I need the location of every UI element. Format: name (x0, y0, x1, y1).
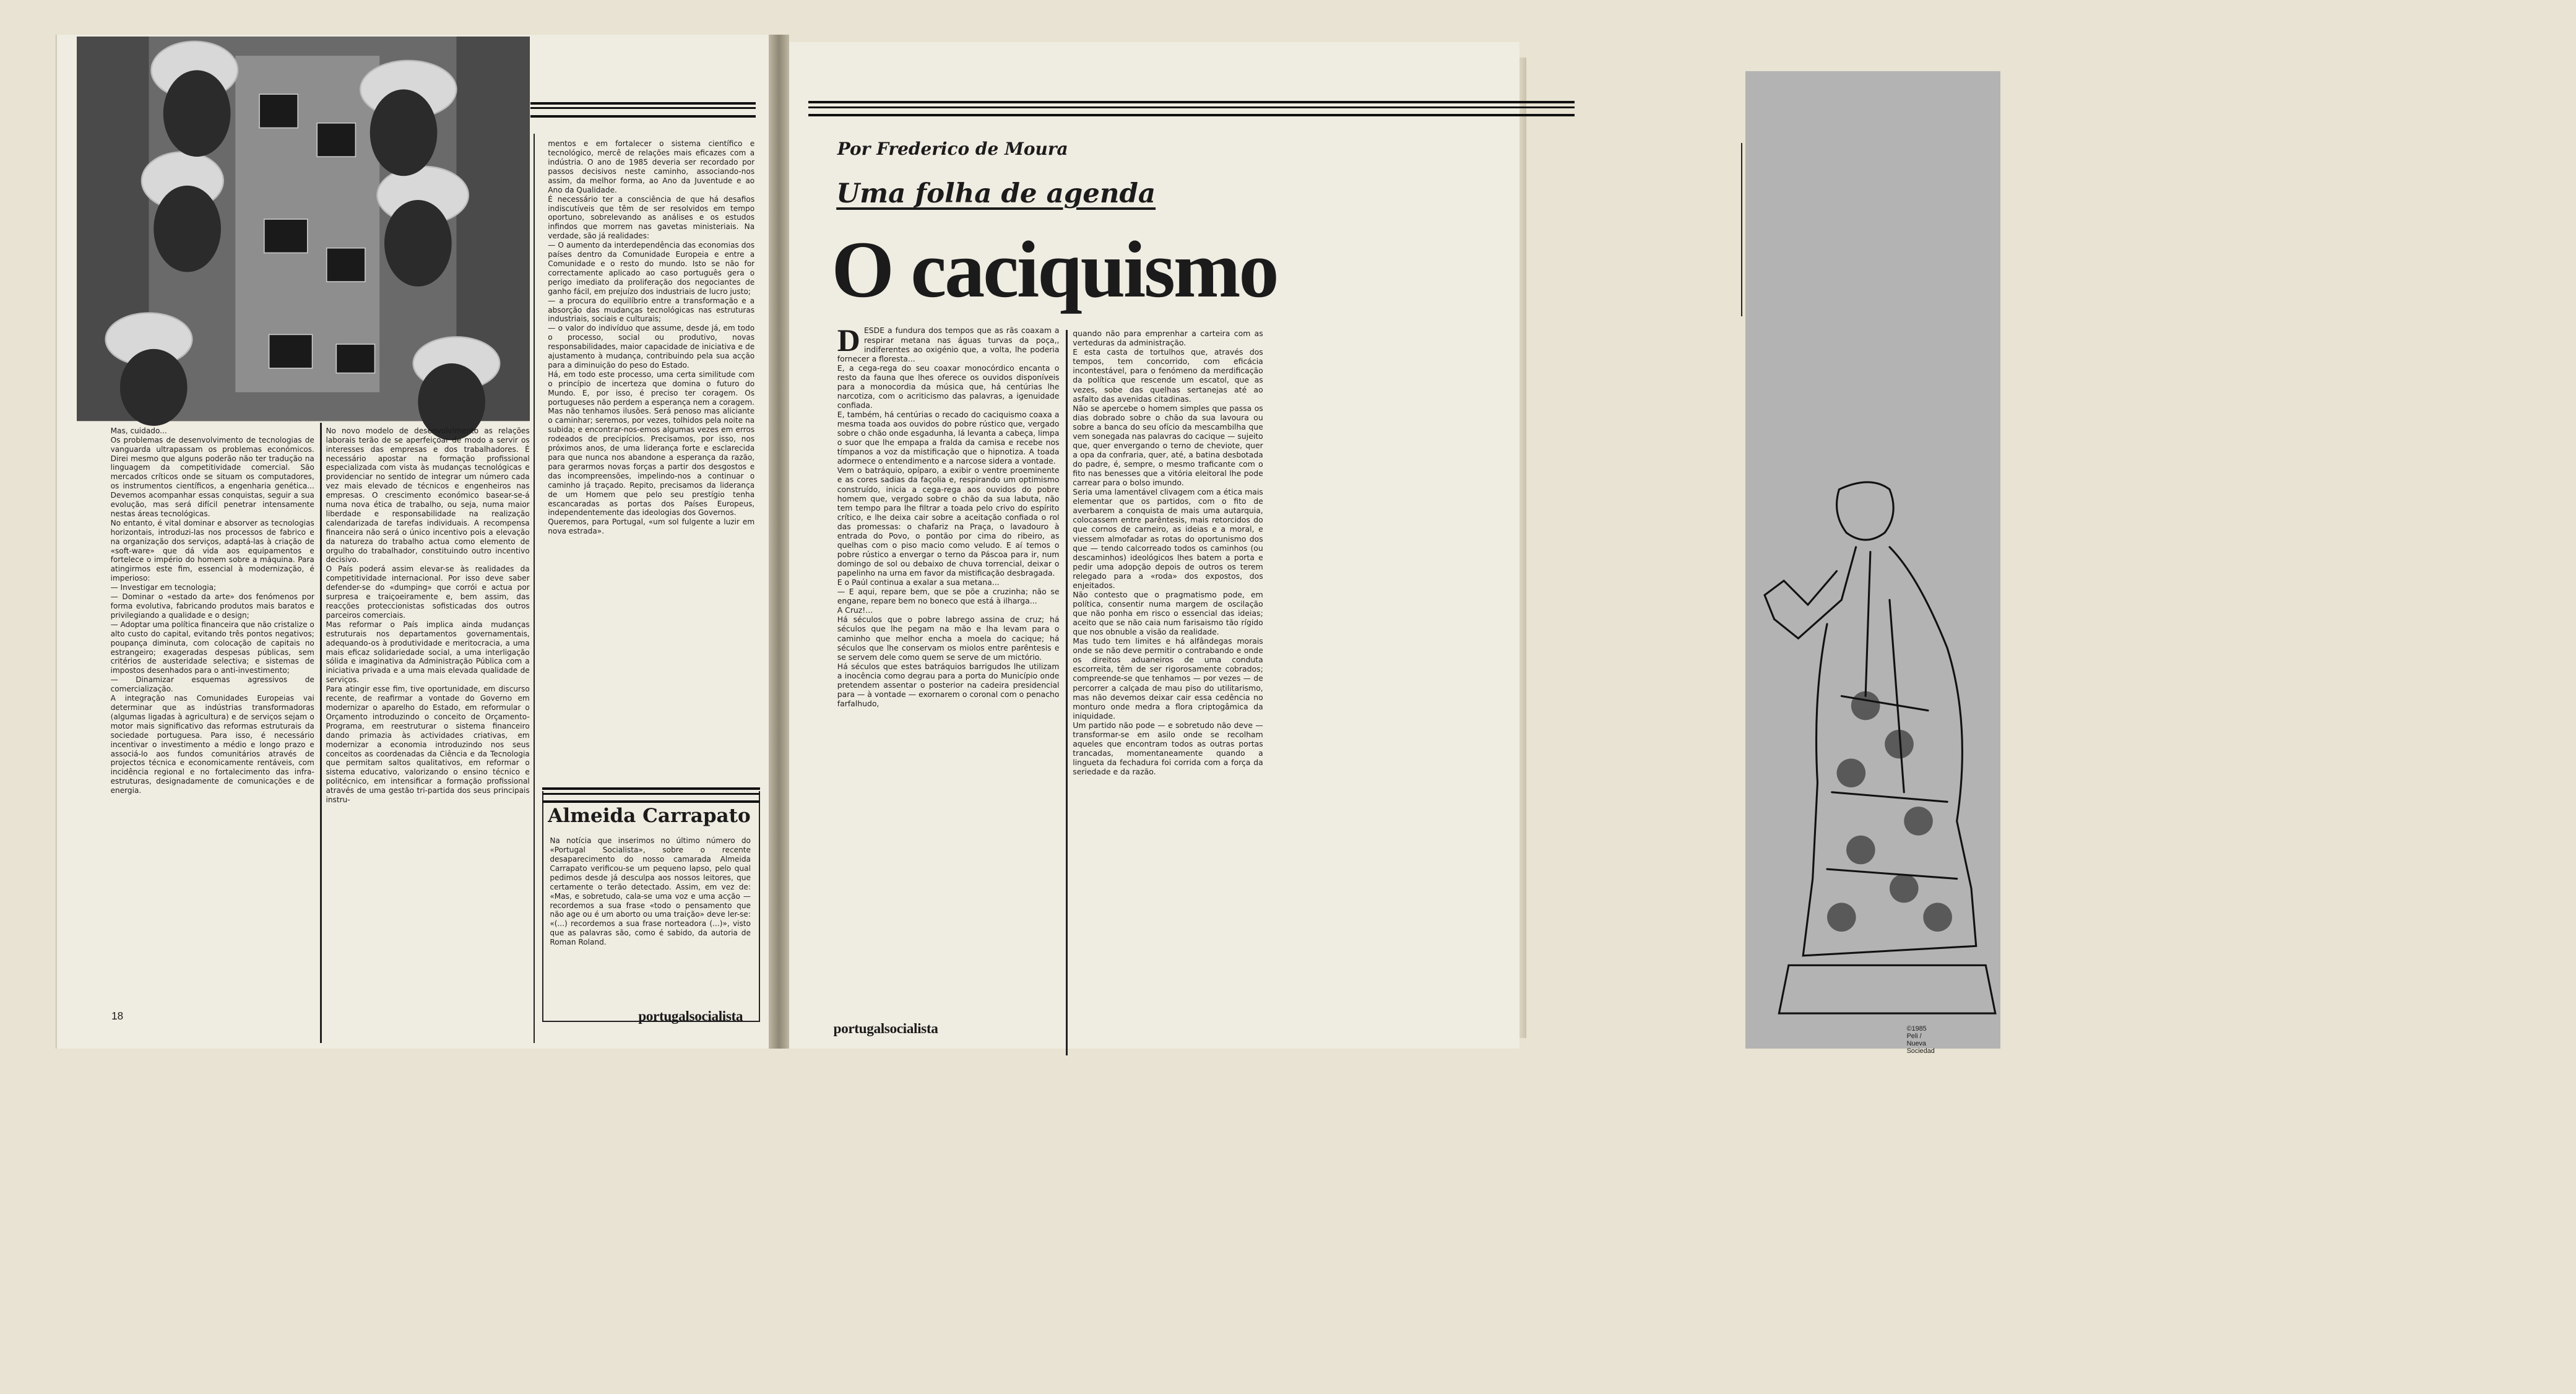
top-rule (530, 102, 756, 118)
column-2-text: No novo modelo de desenvolvimento as relações laborais terão de se aperfeiçoar de modo a servir os interesses das empresas e dos trabalhadores. É necessário apostar na formação profissional especializada com vista às mudanças tecnológicas e providenciar no sentido de integrar um número cada vez mais elevado de técnicos e engenheiros nas empresas. O crescimento económico basear-se-á numa nova ética de trabalho, ou seja, numa maior liberdade e responsabilidade na realização calendarizada de tarefas individuais. A recompensa financeira não será o único incentivo pois a elevação da natureza do trabalho actua como elemento de orgulho do trabalhador, constituindo outro incentivo decisivo. O País poderá assim elevar-se às realidades da competitividade internacional. Por isso deve saber defender-se do «dumping» que corrói e actua por surpresa e traiçoeiramente e, bem assim, das reacções proteccionistas sofisticadas dos outros parceiros comerciais. Mas reformar o País implica ainda mudanças estruturais nos departamentos governamentais, adequando-os à produtividade e meritocracia, a uma mais eficaz solidariedade social, a uma interligação sólida e imaginativa da Administração Pública com a iniciativa privada e a uma mais elevada qualidade de serviços. Para atingir esse fim, tive oportunidade, em discurso recente, de reafirmar a vontade do Governo em modernizar o aparelho do Estado, em reformular o Orçamento introduzindo o conceito de Orçamento-Programa, em reestruturar o sistema financeiro dando primazia às actividades criativas, em modernizar a economia introduzindo nos seus conceitos as coordenadas da Ciência e da Tecnologia que permitam saltos qualitativos, em reformar o sistema educativo, valorizando o ensino técnico e politécnico, em intensificar a formação profissional através de uma gestão tri-partida dos seus principais instru- (326, 426, 530, 805)
article-title: O caciquismo (831, 225, 1277, 315)
title-rule (1741, 143, 1742, 316)
article-column-1-text: ESDE a fundura dos tempos que as rãs coaxam a respirar metana nas águas turvas da poça,, indiferentes ao oxigénio que, a volta, lhe poderia fornecer a floresta... E, a cega-rega do seu coaxar monocórdico encanta o resto da fauna que lhes oferece os ouvidos disponíveis para a monocordia da música que, há centúrias lhe narcotiza, com o acriticismo das palavras, a igenuidade confiada. E, também, há centúrias o recado do caciquismo coaxa a mesma toada aos ouvidos do pobre rústico que, vergado sobre o chão onde esgadunha, lá levanta a cabeça, limpa o suor que lhe empapa a fralda da camisa e recebe nos tímpanos a voz da mistificação que o hipnotiza. A toada adormece o entendimento e a narcose sidera a vontade. Vem o batráquio, opíparo, a exibir o ventre proeminente e as cores sadias da façolia e, respirando um optimismo construído, inicia a cega-rega aos ouvidos do pobre homem que, vergado sobre o chão da sua labuta, não tem tempo para lhe filtrar a toada pelo crivo do espírito crítico, e lhe deixa cair sobre a aceitação confiada o rol das promessas: o chafariz na Praça, o lavadouro à entrada do Povo, o pontão por cima do ribeiro, as quelhas com o piso macio como veludo. E aí temos o pobre rústico a envergar o terno da Páscoa para ir, num domingo de sol ou debaixo de chuva torrencial, deixar o papelinho na urna em favor da mistificação desbragada. E o Paúl continua a exalar a sua metana... — E aqui, repare bem, que se põe a cruzinha; não se engane, repare bem no boneco que está à ilharga... A Cruz!... Há séculos que o pobre labrego assina de cruz; há séculos que lhe pegam na mão e lha levam para o caminho que melhor encha a moela do cacique; há séculos que lhe conservam os miolos entre parêntesis e se servem dele como quem se serve de um mictório. Há séculos que estes batráquios barrigudos lhe utilizam a inocência como degrau para a porta do Município onde pretendem assentar o posterior na cadeira presidencial para — à vontade — exornarem o coronal com o penacho farfalhudo, (837, 326, 1060, 708)
column-3-text: mentos e em fortalecer o sistema científico e tecnológico, mercê de relações mais eficazes com a indústria. O ano de 1985 deveria ser recordado por passos decisivos neste caminho, associando-nos assim, da melhor forma, ao Ano da Juventude e ao Ano da Qualidade. É necessário ter a consciência de que há desafios indiscutíveis que têm de ser resolvidos em tempo oportuno, sobrelevando as análises e os estudos infindos que morrem nas gavetas ministeriais. Na verdade, são já realidades: — O aumento da interdependência das economias dos países dentro da Comunidade Europeia e entre a Comunidade e o resto do mundo. Isto se não for correctamente aplicado ao caso português gera o perigo imediato da proliferação dos negociantes de ganho fácil, em prejuízo dos industriais de lucro justo; — a procura do equilíbrio entre a transformação e a absorção das mudanças tecnológicas nas estruturas industriais, sociais e culturais; — o valor do indivíduo que assume, desde já, em todo o processo, social ou produtivo, novas responsabilidades, maior capacidade de iniciativa e de ajustamento à mudança, contribuindo pela sua acção para a diminuição do peso do Estado. Há, em todo este processo, uma certa similitude com o princípio de incerteza que domina o futuro do Mundo. E, por isso, é preciso ter coragem. Os portugueses não perdem a esperança nem a coragem. Mas não tenhamos ilusões. Será penoso mas aliciante o caminhar; seremos, por vezes, tolhidos pela noite na subida; e encontrar-nos-emos algumas vezes em erros rodeados de precipícios. Precisamos, por isso, nos próximos anos, de uma liderança forte e esclarecida para que nunca nos abandone a esperança da razão, para gerarmos novas forças a partir dos desgostos e das incompreensões, impelindo-nos a continuar o caminho já traçado. Repito, precisamos da liderança de um Homem que pelo seu prestígio tenha escancaradas as portas dos Países Europeus, independentemente das ideologias dos Governos. Queremos, para Portugal, «um sol fulgente a luzir em nova estrada». (548, 139, 755, 536)
box-top-rule (542, 787, 761, 803)
notice-text: Na notícia que inserimos no último número do «Portugal Socialista», sobre o recente desaparecimento do nosso camarada Almeida Carrapato verificou-se um pequeno lapso, pelo qual pedimos desde já desculpa aos nossos leitores, que certamente o terão detectado. Assim, em vez de: «Mas, e sobretudo, cala-se uma voz e uma acção — recordemos a sua frase «todo o pensamento que não age ou é um aborto ou uma traição» deve ler-se: «(...) recordemos a sua frase norteadora (...)», visto que as palavras são, como é sabido, da autoria de Roman Roland. (550, 836, 751, 947)
masthead-logo: portugalsocialista (638, 1008, 743, 1025)
top-rule (808, 101, 1575, 116)
drop-cap: D (837, 323, 860, 358)
masthead-logo: portugalsocialista (833, 1021, 938, 1037)
page-edge (1519, 58, 1526, 1038)
column-divider (320, 423, 321, 1043)
column-divider (534, 134, 535, 1043)
column-divider (1066, 330, 1067, 1056)
image-credit: ©1985 Peli / Nueva Sociedad (1906, 1025, 1935, 1055)
column-1-text: Mas, cuidado... Os problemas de desenvolvimento de tecnologias de vanguarda ultrapassam os problemas económicos. Direi mesmo que alguns poderão não ter tradução na linguagem da competitividade comercial. São mercados críticos onde se situam os computadores, os instrumentos científicos, a engenharia genética... Devemos acompanhar essas conquistas, seguir a sua evolução, mas será difícil penetrar intensamente nestas áreas tecnológicas. No entanto, é vital dominar e absorver as tecnologias horizontais, introduzi-las nos processos de fabrico e na organização dos serviços, adaptá-las à criação de «soft-ware» que dá vida aos equipamentos e fortelece o império do homem sobre a máquina. Para atingirmos este fim, essencial à modernização, é imperioso: — Investigar em tecnologia; — Dominar o «estado da arte» dos fenómenos por forma evolutiva, fabricando produtos mais baratos e privilegiando a qualidade e o design; — Adoptar uma política financeira que não cristalize o alto custo do capital, evitando três pontos negativos; poupança diminuta, com colocação de capitais no estrangeiro; exageradas despesas públicas, sem critérios de austeridade selectiva; e sistemas de impostos desenhados para o anti-investimento; — Dinamizar esquemas agressivos de comercialização. A integração nas Comunidades Europeias vai determinar que as indústrias transformadoras (algumas ligadas à agricultura) e de serviços sejam o motor mais significativo das reformas estruturais da sociedade portuguesa. Para isso, é necessário incentivar o investimento a médio e longo prazo e associá-lo aos fundos comunitários através de projectos técnica e economicamente rentáveis, com incidência regional e no fortalecimento das infra-estruturas, designadamente de comunicações e de energia. (110, 426, 314, 795)
page-number: 18 (111, 1010, 124, 1023)
right-page (789, 42, 1935, 1055)
photo-lab-workers (77, 37, 530, 421)
article-column-2: quando não para emprenhar a carteira com as verteduras da administração. E esta casta de tortulhos que, através dos tempos, tem concorrido, com eficácia incontestável, para o fenómeno da merdificação da política que rescende um escatol, que as vezes, sobe das quelhas sertanejas até ao asfalto das avenidas citadinas. Não se apercebe o homem simples que passa os dias dobrado sobre o chão da sua lavoura ou sobre a banca do seu ofício da mescambilha que vem sonegada nas palavras do cacique — sujeito que, quer envergando o terno de cheviote, quer a opa da confraria, quer, até, a batina desbotada do padre, é, sempre, o mesmo traficante com o fito nas benesses que a vitória eleitoral lhe pode carrear para o bolso imundo. Seria uma lamentável clivagem com a ética mais elementar que os partidos, com o fito de averbarem a conquista de mais uma autarquia, colocassem entre parêntesis, mais retorcidos do que cornos de carneiro, as ideias e a moral, e viessem almofadar as rotas do oportunismo dos que — tendo calcorreado todos os caminhos (ou descaminhos) ideológicos lhes batem a porta e pedir uma adopção depois de outros os terem relegado para a «roda» dos expostos, dos enjeitados. Não contesto que o pragmatismo pode, em política, consentir numa margem de oscilação que não ponha em risco o essencial das ideias; aceito que se não caia num farisaismo tão rígido que nos obnuble a visão da realidade. Mas tudo tem limites e há alfândegas morais onde se não deve permitir o contrabando e onde os direitos aduaneiros de uma conduta escorreita, têm de ser rigorosamente cobrados; compreende-se que tenhamos — por vezes — de percorrer a calçada de mau piso do utilitarismo, mas não devemos deixar cair essa cedência no monturo onde medra a flora criptogâmica da iniquidade. Um partido não pode — e sobretudo não deve — transformar-se em asilo onde se recolham aqueles que encontram todos as outras portas trancadas, momentaneamente quando a lingueta da fechadura foi corrida com a força da seriedade e da razão. (1073, 329, 1263, 777)
article-column-1 (837, 323, 1060, 1052)
byline: Por Frederico de Moura (837, 138, 1068, 159)
illustration-panel (1745, 71, 2000, 1049)
left-page (57, 35, 769, 1049)
photo-illustration (77, 37, 530, 421)
book-spine (769, 35, 789, 1049)
kicker: Uma folha de agenda (836, 178, 1156, 210)
notice-headline: Almeida Carrapato (548, 804, 751, 827)
cacique-caricature (1745, 71, 2000, 1049)
